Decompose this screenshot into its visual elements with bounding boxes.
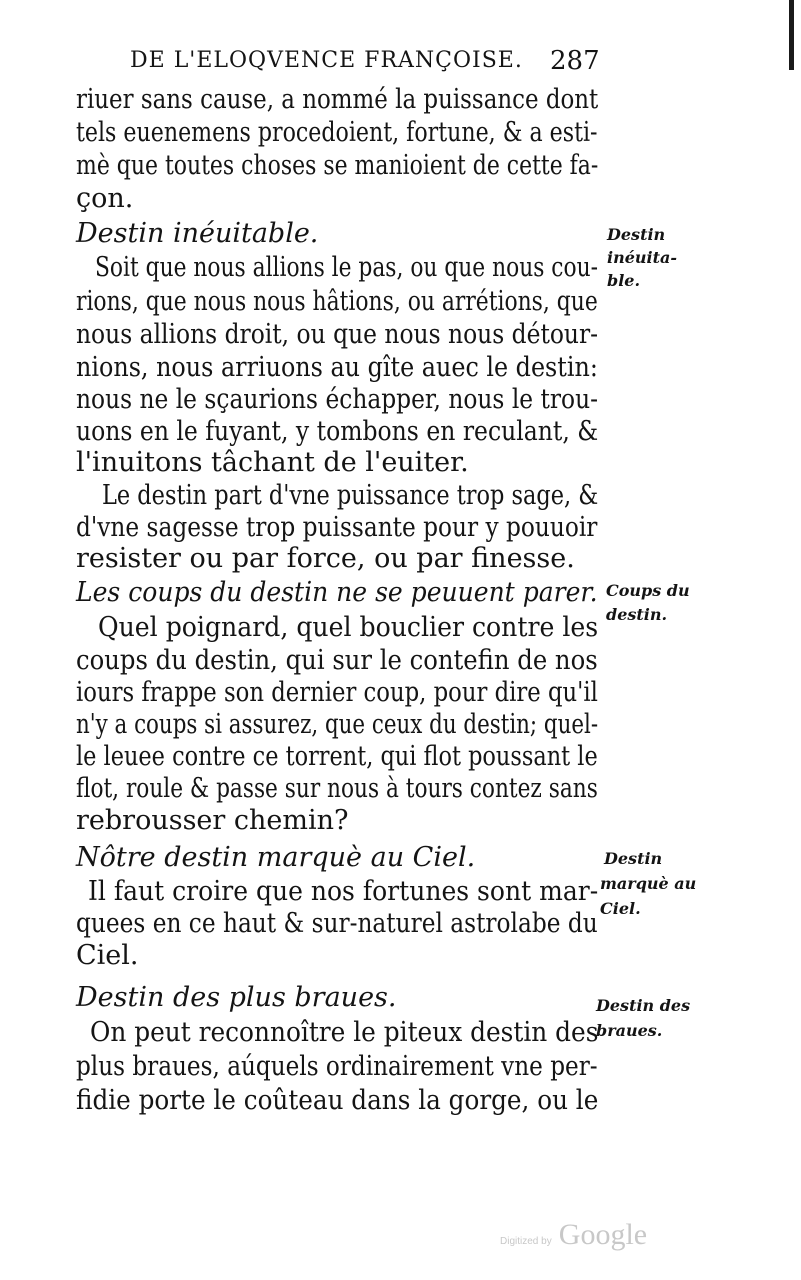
text-line: tels euenemens procedoient, fortune, & a esti- — [76, 117, 598, 148]
text-line: resister ou par force, ou par finesse. — [76, 543, 575, 574]
page-edge-shadow — [789, 0, 794, 70]
text-line: mè que toutes choses se manioient de cette fa- — [76, 150, 599, 181]
running-title: DE L'ELOQVENCE FRANÇOISE. — [130, 48, 523, 73]
watermark-prefix: Digitized by — [500, 1236, 552, 1247]
text-line: rebrousser chemin? — [76, 805, 349, 836]
section-heading: Destin inéuitable. — [76, 218, 319, 249]
google-logo: Google — [558, 1218, 648, 1251]
text-line: le leuee contre ce torrent, qui flot poussant le — [76, 741, 598, 772]
margin-note: marquè au — [600, 874, 697, 893]
text-line: uons en le fuyant, y tombons en reculant, & — [76, 416, 599, 447]
text-line: Le destin part d'vne puissance trop sage, & — [102, 480, 599, 511]
section-heading: Les coups du destin ne se peuuent parer. — [76, 577, 598, 608]
text-line: nous ne le sçaurions échapper, nous le trou- — [76, 384, 598, 415]
text-line: çon. — [76, 183, 134, 214]
margin-note: Destin des — [596, 996, 691, 1015]
text-line: Quel poignard, quel bouclier contre les — [98, 612, 599, 643]
text-line: d'vne sagesse trop puissante pour y pouuoir — [76, 512, 598, 543]
section-heading: Destin des plus braues. — [76, 982, 397, 1013]
margin-note: Coups du — [606, 581, 690, 600]
margin-note: braues. — [596, 1021, 663, 1040]
text-line: On peut reconnoître le piteux destin des — [90, 1017, 599, 1048]
text-line: rions, que nous nous hâtions, ou arrétions, que — [76, 286, 598, 317]
text-line: flot, roule & passe sur nous à tours contez sans — [76, 773, 598, 804]
text-line: nions, nous arriuons au gîte auec le destin: — [76, 352, 598, 383]
google-watermark — [500, 1218, 647, 1252]
margin-note: destin. — [606, 605, 668, 624]
text-line: Ciel. — [76, 940, 139, 971]
text-line: plus braues, aúquels ordinairement vne per- — [76, 1051, 598, 1082]
text-line: riuer sans cause, a nommé la puissance dont — [76, 84, 599, 115]
text-line: n'y a coups si assurez, que ceux du destin; quel- — [76, 709, 599, 740]
text-line: Il faut croire que nos fortunes sont mar- — [88, 876, 599, 907]
text-line: l'inuitons tâchant de l'euiter. — [76, 447, 469, 478]
margin-note: Destin — [604, 849, 663, 868]
margin-note: Ciel. — [600, 899, 641, 918]
margin-note: ble. — [607, 271, 641, 290]
margin-note: Destin — [607, 225, 666, 244]
page-number: 287 — [550, 46, 600, 76]
section-heading: Nôtre destin marquè au Ciel. — [76, 842, 476, 873]
text-line: fidie porte le coûteau dans la gorge, ou le — [76, 1085, 599, 1116]
margin-note: inéuita- — [607, 248, 677, 267]
text-line: nous allions droit, ou que nous nous détour- — [76, 319, 599, 350]
text-line: coups du destin, qui sur le contefin de nos — [76, 645, 598, 676]
text-line: quees en ce haut & sur-naturel astrolabe du — [76, 908, 598, 939]
text-line: iours frappe son dernier coup, pour dire qu'il — [76, 677, 598, 708]
text-line: Soit que nous allions le pas, ou que nous cou- — [95, 252, 598, 283]
